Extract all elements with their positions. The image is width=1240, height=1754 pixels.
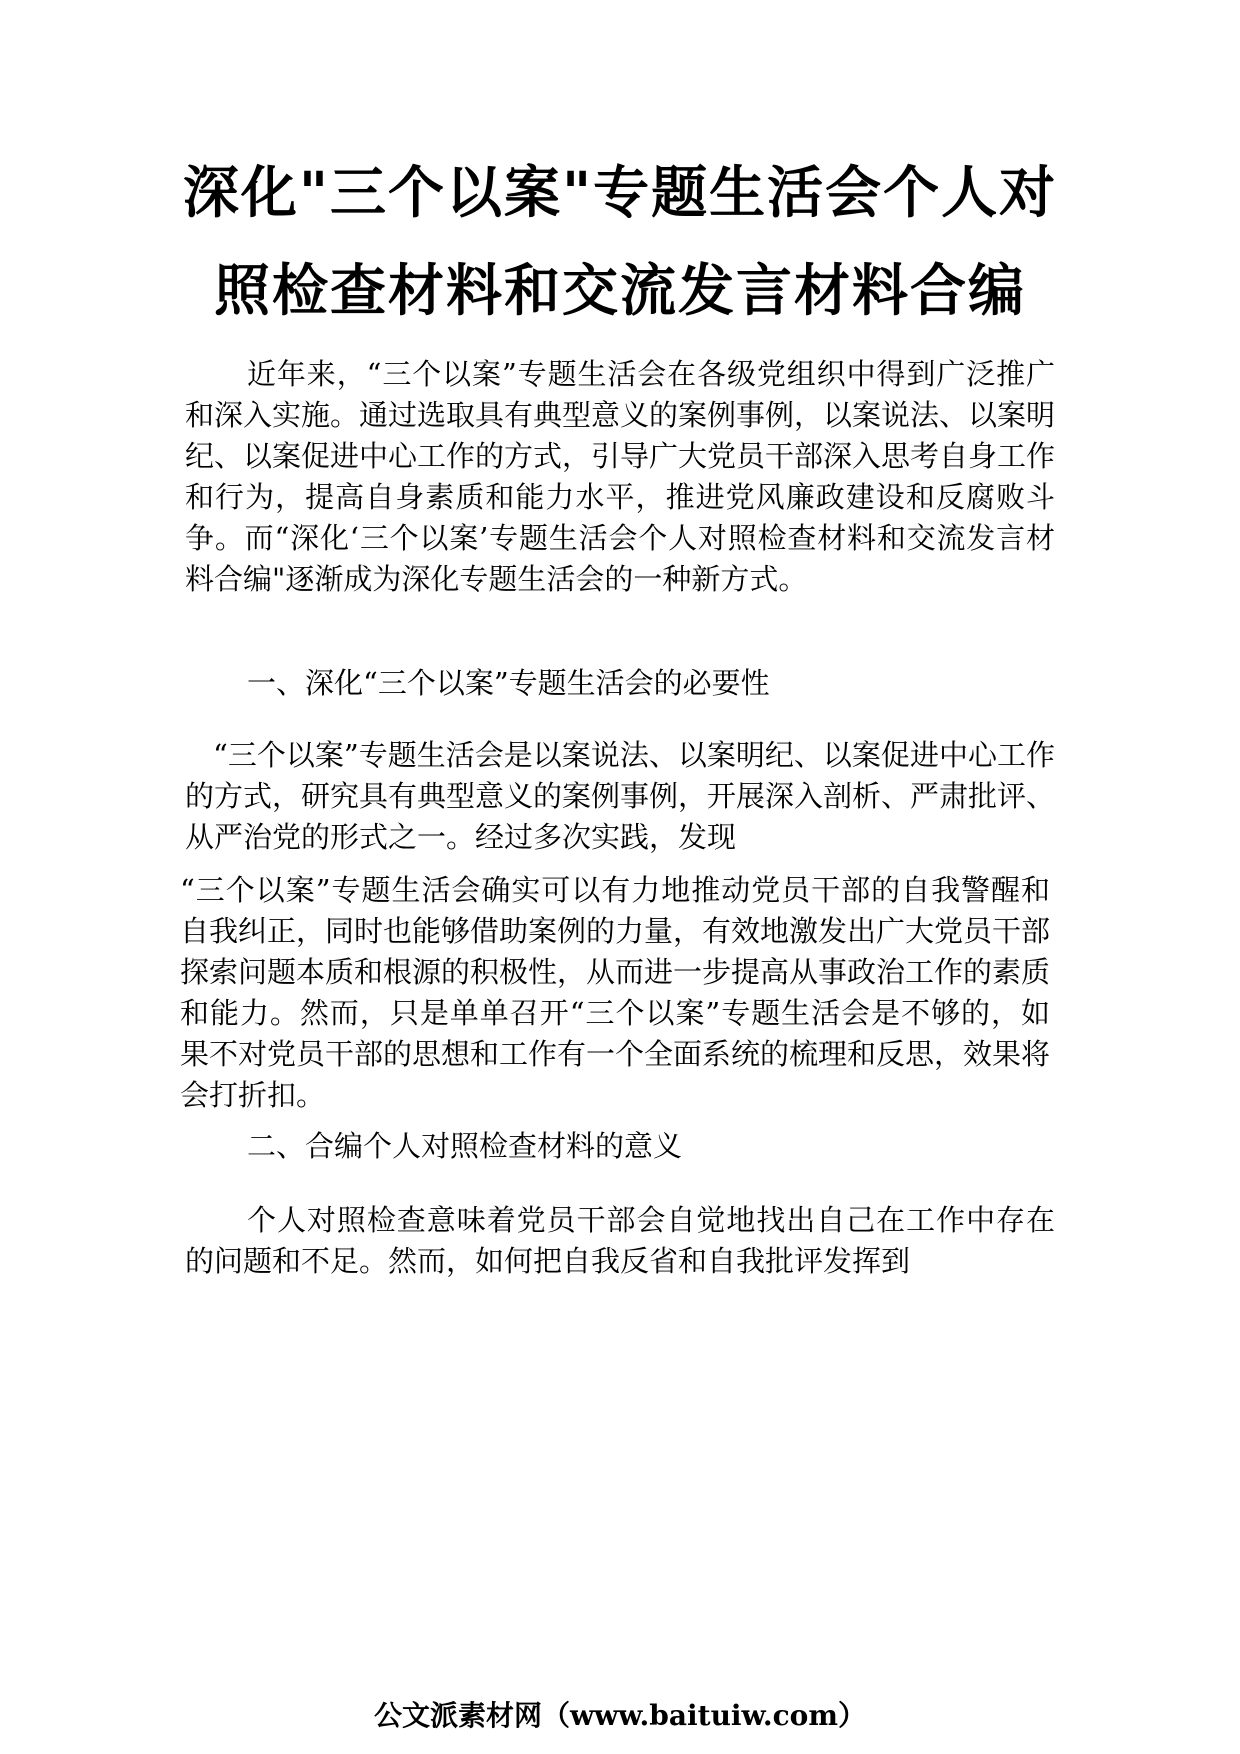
section-2-paragraph-1: 个人对照检查意味着党员干部会自觉地找出自己在工作中存在的问题和不足。然而，如何把自我反省和自我批评发挥到 (185, 1203, 1055, 1278)
section-heading-1: 一、深化“三个以案”专题生活会的必要性 (247, 666, 770, 700)
document-title-line-1: 深化"三个以案"专题生活会个人对 (182, 160, 1058, 226)
section-1-paragraph-2: “三个以案”专题生活会确实可以有力地推动党员干部的自我警醒和自我纠正，同时也能够借助案例的力量，有效地激发出广大党员干部探索问题本质和根源的积极性，从而进一步提高从事政治工作的素质和能力。然而，只是单单召开“三个以案”专题生活会是不够的，如果不对党员干部的思想和工作有一个全面系统的梳理和反思，效果将会打折扣。 (180, 873, 1051, 1112)
document-title-line-2: 照检查材料和交流发言材料合编 (214, 258, 1026, 324)
intro-paragraph: 近年来，“三个以案”专题生活会在各级党组织中得到广泛推广和深入实施。通过选取具有典型意义的案例事例，以案说法、以案明纪、以案促进中心工作的方式，引导广大党员干部深入思考自身工作和行为，提高自身素质和能力水平，推进党风廉政建设和反腐败斗争。而“深化‘三个以案’专题生活会个人对照检查材料和交流发言材料合编"逐渐成为深化专题生活会的一种新方式。 (185, 357, 1056, 596)
source-footer: 公文派素材网（www.baituiw.com） (374, 1699, 866, 1732)
section-1-paragraph-1: “三个以案”专题生活会是以案说法、以案明纪、以案促进中心工作的方式，研究具有典型意义的案例事例，开展深入剖析、严肃批评、从严治党的形式之一。经过多次实践，发现 (185, 738, 1056, 854)
section-heading-2: 二、合编个人对照检查材料的意义 (247, 1129, 683, 1163)
